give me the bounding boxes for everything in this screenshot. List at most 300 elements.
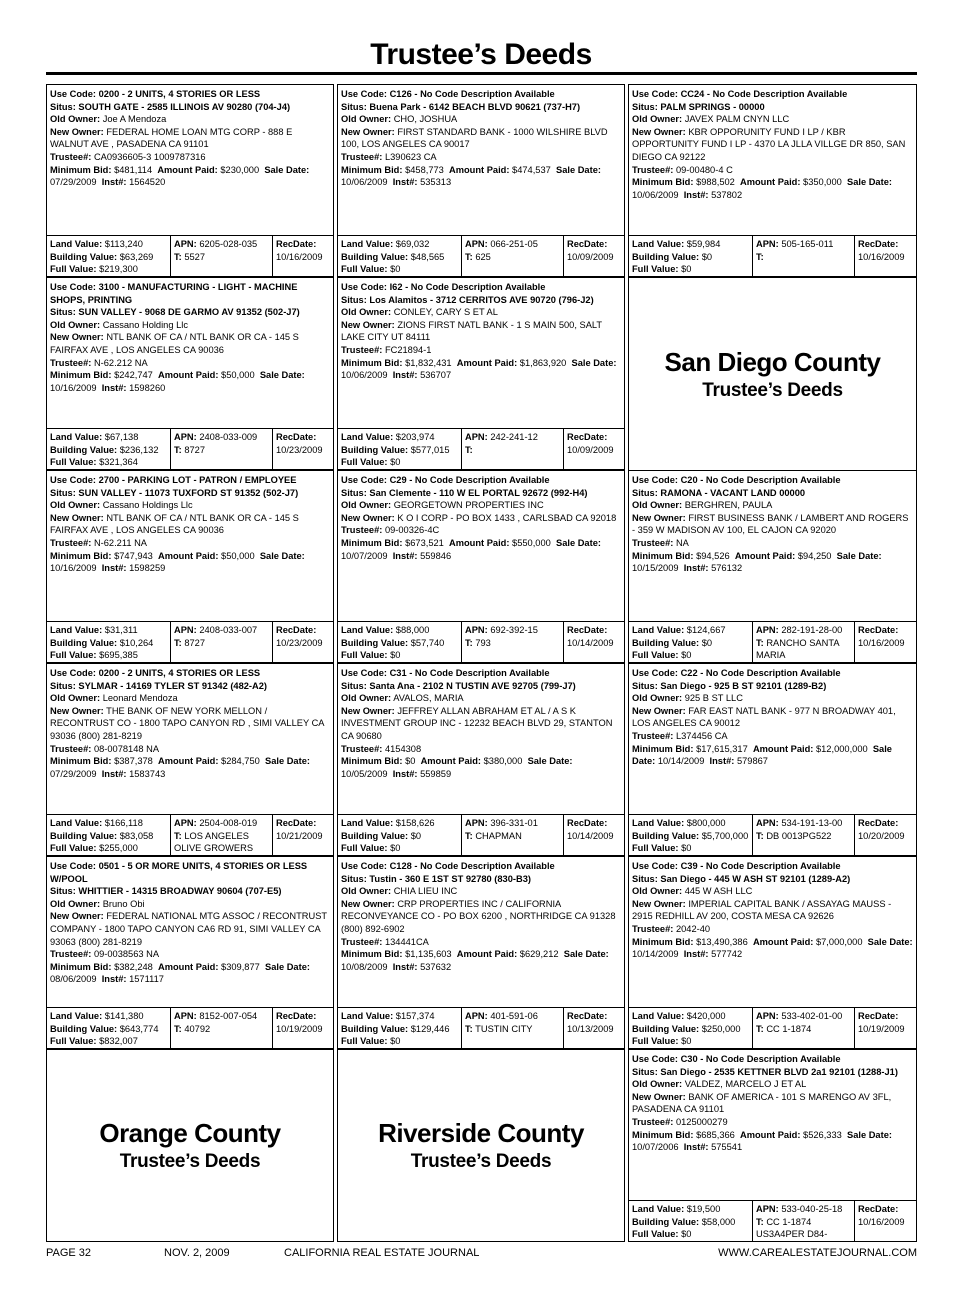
trustee-line xyxy=(50,743,330,756)
field-label: Minimum Bid: xyxy=(632,743,694,754)
field-label: APN: xyxy=(465,818,488,828)
field-label: Situs: xyxy=(50,487,76,498)
trustee-line xyxy=(50,537,330,550)
field-label: Use Code: xyxy=(50,861,96,871)
footer-url: WWW.CAREALESTATEJOURNAL.COM xyxy=(718,1247,917,1259)
field-label: Amount Paid: xyxy=(752,743,814,754)
field-label: Inst#: xyxy=(101,768,127,779)
use-code-line xyxy=(50,281,330,306)
new-owner-value: KBR OPPORUNITY FUND I LP / KBR OPPORTUNITY FUND I LP - 4370 LA JLLA VILLGE DR 850, SAN DIEGO CA 92122 xyxy=(632,126,906,162)
record-details xyxy=(47,278,333,428)
record-values xyxy=(47,1007,333,1048)
values-column xyxy=(629,1008,753,1048)
field-label: Trustee#: xyxy=(50,151,92,162)
field-label: Building Value: xyxy=(50,830,118,841)
values-column xyxy=(338,815,462,855)
land-value: $203,974 xyxy=(395,432,435,442)
values-column xyxy=(47,429,171,469)
t-line xyxy=(465,444,560,457)
field-label: Land Value: xyxy=(50,432,103,442)
building-value-line xyxy=(632,1216,749,1229)
full-value: $0 xyxy=(390,843,401,854)
field-label: Amount Paid: xyxy=(449,164,510,175)
inst-value: 536707 xyxy=(420,370,452,381)
building-value: $0 xyxy=(701,251,713,262)
old-owner-line xyxy=(632,692,913,705)
trustee-line xyxy=(341,524,621,537)
bid-line xyxy=(632,936,913,961)
building-value: $0 xyxy=(701,637,713,648)
new-owner-line xyxy=(632,126,913,164)
field-label: Situs: xyxy=(632,487,658,498)
apn-line xyxy=(756,817,851,830)
field-label: Sale Date: xyxy=(867,936,913,947)
recdate-label: RecDate: xyxy=(276,432,317,442)
apn-column xyxy=(171,236,273,276)
min-bid-value: $382,248 xyxy=(114,961,153,972)
field-label: Building Value: xyxy=(632,830,700,841)
field-label: New Owner: xyxy=(50,512,104,523)
recdate-label: RecDate: xyxy=(276,818,317,828)
field-label: Old Owner: xyxy=(50,114,101,125)
field-label: Inst#: xyxy=(392,768,418,779)
field-label: T: xyxy=(756,637,764,648)
field-label: New Owner: xyxy=(50,332,104,343)
situs-line xyxy=(50,680,330,693)
field-label: Land Value: xyxy=(50,239,103,249)
field-label: T: xyxy=(756,1023,764,1034)
field-label: Building Value: xyxy=(341,637,409,648)
old-owner-value: Joe A Mendoza xyxy=(102,114,167,125)
situs-value: San Diego - 445 W ASH ST 92101 (1289-A2) xyxy=(660,873,851,884)
trustee-value: 134441CA xyxy=(384,936,429,947)
trustee-line xyxy=(632,164,913,177)
full-value: $0 xyxy=(681,650,692,661)
t-line xyxy=(174,444,269,457)
field-label: Full Value: xyxy=(50,843,97,854)
field-label: T: xyxy=(174,251,182,262)
use-code-line xyxy=(341,860,621,873)
apn-value: 533-402-01-00 xyxy=(781,1011,843,1021)
full-value-line xyxy=(50,456,167,469)
field-label: Building Value: xyxy=(632,637,700,648)
building-value: $577,015 xyxy=(410,444,450,455)
use-code-line xyxy=(341,88,621,101)
land-value: $67,138 xyxy=(104,432,139,442)
building-value: $83,058 xyxy=(119,830,154,841)
t-line xyxy=(756,637,851,662)
recdate-value: 10/13/2009 xyxy=(567,1023,614,1034)
use-code-value: C128 - No Code Description Available xyxy=(389,861,555,871)
field-label: Old Owner: xyxy=(341,500,392,511)
use-code-value: C29 - No Code Description Available xyxy=(389,475,550,485)
field-label: APN: xyxy=(465,239,488,249)
land-value-line xyxy=(341,624,458,637)
record-details xyxy=(629,857,916,1007)
record-values xyxy=(338,1007,624,1048)
t-value: CC 1-1874 xyxy=(766,1023,812,1034)
amount-paid-value: $629,212 xyxy=(519,949,559,960)
t-line xyxy=(174,830,269,855)
trustee-line xyxy=(341,743,621,756)
new-owner-line xyxy=(632,705,913,730)
field-label: Amount Paid: xyxy=(734,550,796,561)
old-owner-line xyxy=(341,499,621,512)
use-code-value: C39 - No Code Description Available xyxy=(680,861,841,871)
apn-column xyxy=(753,815,855,855)
field-label: Land Value: xyxy=(632,818,685,828)
trustee-value: 09-0038563 NA xyxy=(93,949,160,960)
situs-line xyxy=(50,101,330,114)
full-value-line xyxy=(341,842,458,855)
records-grid xyxy=(46,84,917,1242)
situs-value: San Diego - 2535 KETTNER BLVD 2a1 92101 (1288-J1) xyxy=(660,1066,898,1077)
recdate-label: RecDate: xyxy=(567,818,608,828)
sale-date-value: 10/06/2009 xyxy=(341,370,388,381)
bid-line xyxy=(341,948,621,973)
field-label: Inst#: xyxy=(709,756,735,767)
building-value: $250,000 xyxy=(701,1023,741,1034)
building-value-line xyxy=(632,1023,749,1036)
apn-value: 692-392-15 xyxy=(490,625,538,635)
record-card xyxy=(337,84,625,277)
t-line xyxy=(756,1216,851,1242)
apn-column xyxy=(171,429,273,469)
apn-line xyxy=(174,624,269,637)
inst-value: 537632 xyxy=(420,961,452,972)
situs-line xyxy=(341,101,621,114)
field-label: T: xyxy=(465,251,473,262)
field-label: Inst#: xyxy=(683,949,709,960)
field-label: Sale Date: xyxy=(264,164,310,175)
building-value: $48,565 xyxy=(410,251,445,262)
recdate-value: 10/16/2009 xyxy=(858,251,905,262)
field-label: Minimum Bid: xyxy=(50,550,112,561)
t-line xyxy=(756,830,851,843)
field-label: Use Code: xyxy=(50,475,96,485)
field-label: Inst#: xyxy=(683,189,709,200)
sale-date-value: 10/07/2009 xyxy=(341,550,388,561)
field-label: T: xyxy=(756,251,764,262)
trustee-value: 08-0078148 NA xyxy=(93,743,160,754)
field-label: Inst#: xyxy=(101,563,127,574)
field-label: Trustee#: xyxy=(632,164,674,175)
field-label: Sale Date: xyxy=(556,164,601,175)
field-label: Trustee#: xyxy=(632,730,674,741)
field-label: Old Owner: xyxy=(50,500,101,511)
old-owner-line xyxy=(50,898,330,911)
old-owner-line xyxy=(341,692,621,705)
apn-column xyxy=(753,1201,855,1241)
field-label: Minimum Bid: xyxy=(341,949,403,960)
recdate-value: 10/19/2009 xyxy=(858,1023,905,1034)
recdate-column xyxy=(855,1201,916,1241)
apn-value: 401-591-06 xyxy=(490,1011,538,1021)
old-owner-value: Bruno Obi xyxy=(102,898,145,909)
new-owner-value: NTL BANK OF CA / NTL BANK OR CA - 145 S FAIRFAX AVE , LOS ANGELES CA 90036 xyxy=(50,332,299,355)
new-owner-value: CRP PROPERTIES INC / CALIFORNIA RECONVEYANCE CO - PO BOX 6200 , NORTHRIDGE CA 91328 (800) 892-6902 xyxy=(341,898,616,934)
situs-line xyxy=(632,680,913,693)
land-value-line xyxy=(632,1203,749,1216)
t-line xyxy=(465,637,560,650)
field-label: New Owner: xyxy=(632,898,686,909)
apn-value: 8152-007-054 xyxy=(199,1011,258,1021)
inst-value: 577742 xyxy=(711,949,743,960)
field-label: Full Value: xyxy=(341,650,388,661)
field-label: Minimum Bid: xyxy=(341,756,403,767)
trustee-line xyxy=(50,151,330,164)
full-value-line xyxy=(632,263,749,276)
apn-line xyxy=(756,238,851,251)
field-label: Situs: xyxy=(341,680,367,691)
trustee-value: 4154308 xyxy=(384,743,422,754)
apn-line xyxy=(174,817,269,830)
field-label: Inst#: xyxy=(683,563,709,574)
record-card xyxy=(46,84,334,277)
record-values xyxy=(629,235,916,276)
land-value-line xyxy=(632,1010,749,1023)
field-label: New Owner: xyxy=(341,512,395,523)
t-value: 40792 xyxy=(184,1023,211,1034)
new-owner-value: ZIONS FIRST NATL BANK - 1 S MAIN 500, SALT LAKE CITY UT 84111 xyxy=(341,319,602,343)
recdate-value: 10/09/2009 xyxy=(567,251,614,262)
recdate-column xyxy=(564,1008,624,1048)
trustee-line xyxy=(50,948,330,961)
banner-title: Orange County xyxy=(99,1118,281,1148)
amount-paid-value: $380,000 xyxy=(483,756,523,767)
full-value-line xyxy=(341,456,458,469)
use-code-line xyxy=(341,474,621,487)
use-code-line xyxy=(50,667,330,680)
building-value-line xyxy=(50,830,167,843)
sale-date-value: 10/05/2009 xyxy=(341,768,388,779)
recdate-column xyxy=(273,429,333,469)
recdate-column xyxy=(564,622,624,662)
field-label: Minimum Bid: xyxy=(632,177,694,188)
values-column xyxy=(338,1008,462,1048)
field-label: Situs: xyxy=(341,101,367,112)
field-label: Sale Date: xyxy=(632,743,892,767)
use-code-value: I62 - No Code Description Available xyxy=(389,282,546,292)
field-label: Situs: xyxy=(632,101,658,112)
field-label: Full Value: xyxy=(341,843,388,854)
full-value-line xyxy=(632,1228,749,1241)
amount-paid-value: $284,750 xyxy=(221,756,260,767)
apn-column xyxy=(462,815,564,855)
field-label: Minimum Bid: xyxy=(50,961,112,972)
land-value-line xyxy=(341,1010,458,1023)
field-label: Sale Date: xyxy=(265,961,310,972)
record-values xyxy=(338,814,624,855)
field-label: Trustee#: xyxy=(341,344,383,355)
land-value-line xyxy=(50,238,167,251)
record-card xyxy=(628,663,917,856)
apn-line xyxy=(465,1010,560,1023)
record-details xyxy=(338,664,624,814)
field-label: APN: xyxy=(756,1204,779,1214)
t-line xyxy=(465,251,560,264)
field-label: Trustee#: xyxy=(341,151,383,162)
field-label: Land Value: xyxy=(50,625,103,635)
land-value-line xyxy=(50,1010,167,1023)
min-bid-value: $481,114 xyxy=(114,164,153,175)
field-label: Full Value: xyxy=(632,650,679,661)
full-value: $0 xyxy=(390,457,401,468)
record-card xyxy=(337,856,625,1049)
field-label: Use Code: xyxy=(341,475,387,485)
new-owner-value: FEDERAL NATIONAL MTG ASSOC / RECONTRUST COMPANY - 1800 TAPO CANYON CA6 RD 91, SIMI VALLEY CA 93063 (800) 281-8219 xyxy=(50,911,327,947)
old-owner-line xyxy=(632,499,913,512)
field-label: Minimum Bid: xyxy=(632,936,694,947)
land-value: $124,667 xyxy=(686,625,726,635)
land-value-line xyxy=(341,431,458,444)
min-bid-value: $242,747 xyxy=(114,370,153,381)
field-label: Inst#: xyxy=(101,974,127,985)
bid-line xyxy=(341,537,621,562)
field-label: Situs: xyxy=(50,101,76,112)
t-line xyxy=(174,251,269,264)
field-label: T: xyxy=(465,1023,473,1034)
new-owner-line xyxy=(632,512,913,537)
building-value: $5,700,000 xyxy=(701,830,749,841)
field-label: Use Code: xyxy=(341,861,387,871)
field-label: APN: xyxy=(174,432,197,442)
values-column xyxy=(47,1008,171,1048)
land-value: $113,240 xyxy=(104,239,143,249)
bid-line xyxy=(341,164,621,189)
t-value: CC 1-1874 US3A4PER D84- xyxy=(756,1216,828,1240)
full-value-line xyxy=(50,1035,167,1048)
field-label: Trustee#: xyxy=(341,525,383,536)
record-details xyxy=(47,857,333,1007)
building-value-line xyxy=(632,830,749,843)
field-label: New Owner: xyxy=(632,705,686,716)
building-value-line xyxy=(50,251,167,264)
sale-date-value: 07/29/2009 xyxy=(50,177,97,188)
use-code-line xyxy=(341,281,621,294)
field-label: Sale Date: xyxy=(527,756,573,767)
field-label: New Owner: xyxy=(50,126,104,137)
field-label: APN: xyxy=(465,432,488,442)
field-label: APN: xyxy=(465,625,488,635)
field-label: Building Value: xyxy=(341,1023,409,1034)
full-value: $255,000 xyxy=(99,843,138,854)
field-label: Situs: xyxy=(632,873,658,884)
use-code-line xyxy=(50,474,330,487)
field-label: Sale Date: xyxy=(563,949,609,960)
land-value: $31,311 xyxy=(104,625,138,635)
use-code-line xyxy=(632,667,913,680)
values-column xyxy=(338,236,462,276)
min-bid-value: $673,521 xyxy=(405,537,444,548)
field-label: New Owner: xyxy=(632,1091,686,1102)
use-code-line xyxy=(341,667,621,680)
old-owner-line xyxy=(341,306,621,319)
inst-value: 579867 xyxy=(736,756,768,767)
record-card xyxy=(337,663,625,856)
full-value: $0 xyxy=(390,1036,401,1047)
record-values xyxy=(47,235,333,276)
min-bid-value: $1,832,431 xyxy=(405,357,452,368)
land-value: $158,626 xyxy=(395,818,435,828)
apn-column xyxy=(171,622,273,662)
bid-line xyxy=(632,743,913,768)
field-label: Inst#: xyxy=(392,370,418,381)
apn-line xyxy=(756,1203,851,1216)
recdate-column xyxy=(855,1008,916,1048)
field-label: Full Value: xyxy=(341,457,388,468)
use-code-line xyxy=(50,88,330,101)
record-details xyxy=(338,278,624,428)
building-value-line xyxy=(632,251,749,264)
t-value: LOS ANGELES OLIVE GROWERS xyxy=(174,830,254,854)
field-label: Full Value: xyxy=(632,264,679,275)
trustee-value: N-62.211 NA xyxy=(93,537,147,548)
building-value-line xyxy=(50,637,167,650)
banner-title: San Diego County xyxy=(664,346,881,377)
t-value: 5527 xyxy=(184,251,206,262)
min-bid-value: $685,366 xyxy=(696,1129,735,1140)
apn-value: 242-241-12 xyxy=(490,432,538,442)
field-label: T: xyxy=(756,830,764,841)
trustee-line xyxy=(341,936,621,949)
trustee-value: L390623 CA xyxy=(384,151,437,162)
sale-date-value: 10/06/2009 xyxy=(632,189,679,200)
field-label: T: xyxy=(465,444,473,455)
new-owner-value: FIRST STANDARD BANK - 1000 WILSHIRE BLVD 100, LOS ANGELES CA 90017 xyxy=(341,126,608,150)
recdate-label: RecDate: xyxy=(567,1011,608,1021)
record-card xyxy=(628,470,917,663)
situs-line xyxy=(632,101,913,114)
situs-line xyxy=(632,873,913,886)
recdate-label: RecDate: xyxy=(567,239,608,249)
building-value: $0 xyxy=(410,830,422,841)
t-line xyxy=(465,830,560,843)
field-label: Use Code: xyxy=(341,668,387,678)
field-label: Amount Paid: xyxy=(157,164,218,175)
sale-date-value: 10/14/2009 xyxy=(632,949,679,960)
amount-paid-value: $474,537 xyxy=(512,164,551,175)
field-label: Old Owner: xyxy=(341,886,392,897)
amount-paid-value: $350,000 xyxy=(803,177,842,188)
recdate-value: 10/16/2009 xyxy=(276,251,323,262)
record-values xyxy=(338,621,624,662)
field-label: Amount Paid: xyxy=(158,756,219,767)
land-value-line xyxy=(50,624,167,637)
recdate-value: 10/21/2009 xyxy=(276,830,323,841)
t-line xyxy=(756,1023,851,1036)
apn-value: 396-331-01 xyxy=(490,818,538,828)
land-value: $157,374 xyxy=(395,1011,435,1021)
recdate-label: RecDate: xyxy=(858,625,899,635)
field-label: Full Value: xyxy=(632,1036,679,1047)
situs-value: Tustin - 360 E 1ST ST 92780 (830-B3) xyxy=(369,873,531,884)
sale-date-value: 10/07/2006 xyxy=(632,1142,679,1153)
land-value: $166,118 xyxy=(104,818,143,828)
record-card xyxy=(628,84,917,277)
old-owner-line xyxy=(632,885,913,898)
field-label: Building Value: xyxy=(50,444,118,455)
apn-value: 533-040-25-18 xyxy=(781,1204,843,1214)
t-line xyxy=(756,251,851,264)
sale-date-value: 10/14/2009 xyxy=(657,756,705,767)
full-value: $832,007 xyxy=(99,1036,138,1047)
field-label: Old Owner: xyxy=(632,1079,683,1090)
bid-line xyxy=(50,550,330,575)
situs-value: WHITTIER - 14315 BROADWAY 90604 (707-E5) xyxy=(78,886,282,897)
apn-line xyxy=(174,1010,269,1023)
new-owner-value: NTL BANK OF CA / NTL BANK OR CA - 145 S FAIRFAX AVE , LOS ANGELES CA 90036 xyxy=(50,512,299,536)
